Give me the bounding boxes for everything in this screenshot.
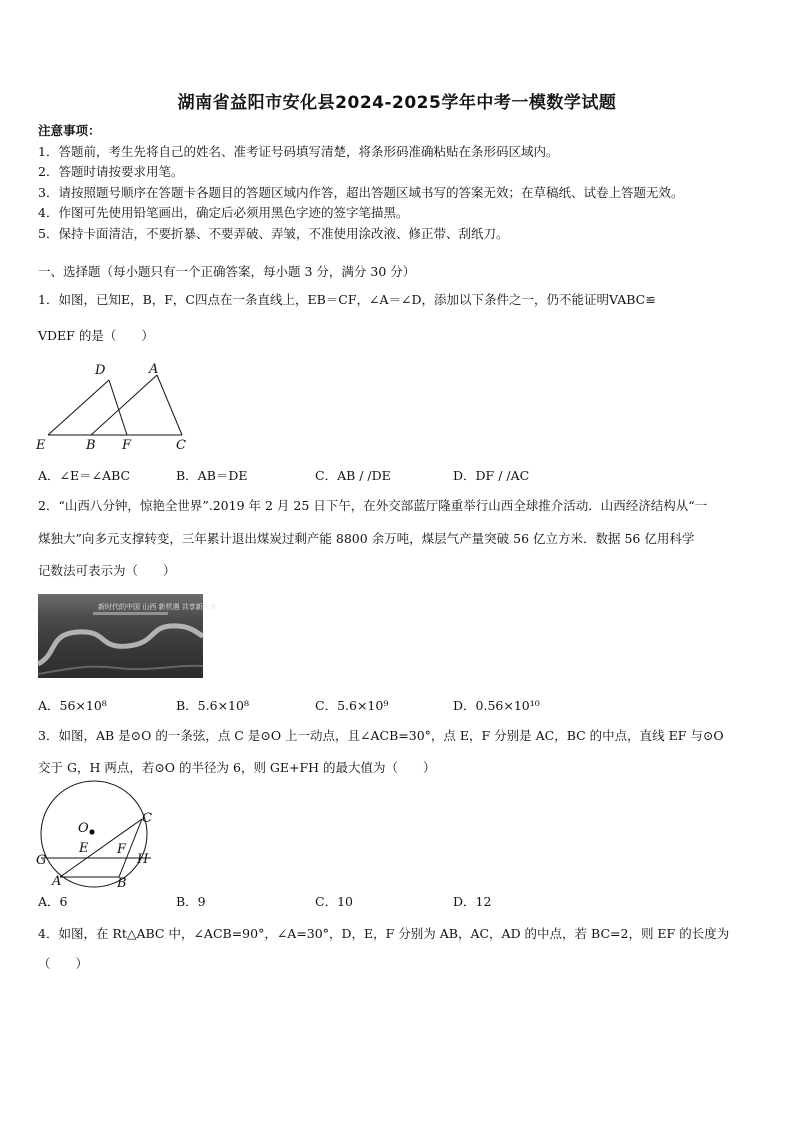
q2-options <box>38 697 758 715</box>
q3-segment-ac <box>60 819 142 877</box>
q2-text-line-2: 煤独大”向多元支撑转变，三年累计退出煤炭过剩产能 8800 余万吨，煤层气产量突破 56 亿立方米．数据 56 亿用科学 <box>38 531 695 546</box>
q1-label-d: D <box>95 363 106 378</box>
q3-label-o: O <box>78 821 89 836</box>
q1-label-a: A <box>149 362 159 377</box>
q4-text-line-1: 4．如图，在 Rt△ABC 中，∠ACB=90°，∠A=30°，D，E，F 分别为 AB，AC，AD 的中点，若 BC=2，则 EF 的长度为 <box>38 926 730 941</box>
note-item: 3．请按照题号顺序在答题卡各题目的答题区域内作答，超出答题区域书写的答案无效；在草稿纸、试卷上答题无效。 <box>38 184 684 200</box>
note-item: 2．答题时请按要求用笔。 <box>38 164 184 179</box>
q1-label-c: C <box>176 438 186 453</box>
note-item: 4．作图可先使用铅笔画出，确定后必须用黑色字迹的签字笔描黑。 <box>38 205 409 220</box>
q3-circle-o <box>41 781 147 887</box>
notes-heading: 注意事项： <box>38 123 101 138</box>
q3-text-line-2: 交于 G，H 两点，若⊙O 的半径为 6，则 GE+FH 的最大值为（ ） <box>38 760 436 775</box>
q2-text-line-3: 记数法可表示为（ ） <box>38 563 176 578</box>
section-heading: 一、选择题（每小题只有一个正确答案，每小题 3 分，满分 30 分） <box>38 264 416 279</box>
q2-option-b[interactable]: B．5.6×10⁸ <box>176 698 249 713</box>
q1-label-f: F <box>122 438 132 453</box>
q3-label-b: B <box>117 876 127 891</box>
q3-text-line-1: 3．如图，AB 是⊙O 的一条弦，点 C 是⊙O 上一动点，且∠ACB=30°，点 E，F 分别是 AC，BC 的中点，直线 EF 与⊙O <box>38 728 724 743</box>
q3-label-c: C <box>142 811 152 826</box>
q1-segment-df <box>109 380 127 435</box>
q3-label-e: E <box>79 841 89 856</box>
q3-center-dot <box>89 829 94 834</box>
q1-triangle-figure <box>34 358 194 454</box>
q1-options <box>38 467 758 485</box>
q1-option-d[interactable]: D．DF / /AC <box>453 468 530 483</box>
q3-option-c[interactable]: C．10 <box>315 894 353 909</box>
q2-photo-river <box>38 594 203 678</box>
q3-option-d[interactable]: D．12 <box>453 894 492 909</box>
q3-option-b[interactable]: B．9 <box>176 894 206 909</box>
q1-option-c[interactable]: C．AB / /DE <box>315 468 391 483</box>
q1-text-line-1: 1．如图，已知E，B，F，C四点在一条直线上，EB＝CF，∠A＝∠D，添加以下条件之一，仍不能证明VABC≌ <box>38 292 656 307</box>
q1-label-b: B <box>86 438 96 453</box>
q2-option-a[interactable]: A．56×10⁸ <box>38 698 107 713</box>
q2-option-d[interactable]: D．0.56×10¹⁰ <box>453 698 540 713</box>
q2-photo <box>38 594 217 678</box>
note-item: 5．保持卡面清洁，不要折暴、不要弄破、弄皱，不准使用涂改液、修正带、刮纸刀。 <box>38 225 509 241</box>
q3-label-a: A <box>52 874 62 889</box>
q2-text-line-1: 2．“山西八分钟，惊艳全世界”.2019 年 2 月 25 日下午，在外交部蓝厅隆重举行山西全球推介活动．山西经济结构从“一 <box>38 498 708 513</box>
q3-label-g: G <box>36 853 47 868</box>
q1-label-e: E <box>36 438 46 453</box>
q3-options <box>38 893 758 911</box>
q3-label-f: F <box>117 842 127 857</box>
q4-text-line-2: （ ） <box>38 956 89 971</box>
q2-option-c[interactable]: C．5.6×10⁹ <box>315 698 389 713</box>
q1-option-b[interactable]: B．AB＝DE <box>176 468 248 483</box>
q1-text-line-2: VDEF 的是（ ） <box>38 328 154 343</box>
q3-circle-figure <box>34 784 159 892</box>
q3-option-a[interactable]: A．6 <box>38 894 68 909</box>
q2-photo-caption: 新时代的中国 山西 新机遇 共享新未来 <box>98 603 217 611</box>
q1-option-a[interactable]: A．∠E＝∠ABC <box>38 468 131 483</box>
note-item: 1．答题前，考生先将自己的姓名、准考证号码填写清楚，将条形码准确粘贴在条形码区域内。 <box>38 143 559 159</box>
q1-segment-ac <box>157 375 182 435</box>
page-title: 湖南省益阳市安化县2024-2025学年中考一模数学试题 <box>177 93 617 113</box>
q3-label-h: H <box>137 852 149 867</box>
notes-block <box>38 121 768 244</box>
